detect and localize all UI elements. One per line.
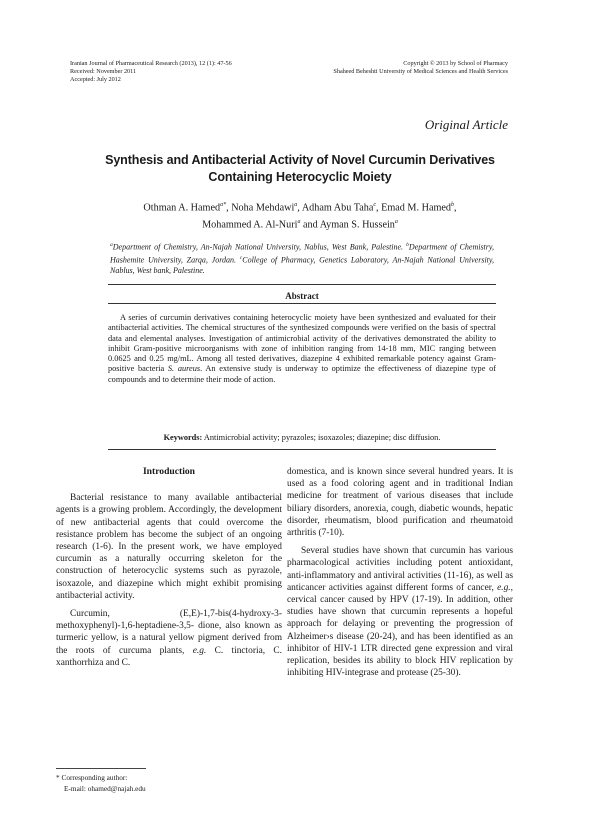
right-column — [287, 466, 513, 685]
author-name: Othman A. Hamed — [143, 202, 221, 214]
affiliation-sup: b — [406, 242, 409, 248]
author-list — [100, 198, 500, 233]
affiliation-text: College of Pharmacy, Genetics Laboratory, An-Najah National University, Nablus, West bank, Palestine. — [110, 255, 494, 276]
affiliation-sup: c — [239, 255, 243, 262]
abstract-part-1: A series of curcumin derivatives containing heterocyclic moiety have been synthesized and evaluated for their antibacterial activities. The chemical structures of the synthesized compounds were verified on the basis of spectral data and elemental analyses. Investigation of antimicrobial activity of the derivatives demonstrated the ability to inhibit Gram-positive microorganisms with zone of inhibition ranging from 14-18 mm, MIC ranging between 0.0625 and 0.25 mg/mL. Among all tested derivatives, diazepine 4 exhibited remarkable potency against Gram-positive bacteria — [108, 313, 496, 374]
organism-name: S. aureus — [167, 364, 201, 374]
author-sup: a* — [220, 202, 227, 208]
affiliation-text: Department of Chemistry, An-Najah National University, Nablus, West Bank, Palestine. — [112, 242, 404, 252]
intro-paragraph-4-eg: e.g. — [497, 582, 511, 593]
footnote — [56, 772, 146, 794]
abstract-part-2: . An extensive study is underway to optimize the effectiveness of diazepine type of compounds and to determine their mode of action. — [108, 364, 496, 384]
abstract-top-rule — [108, 284, 496, 285]
introduction-heading: Introduction — [142, 466, 196, 477]
author-line-2 — [100, 215, 500, 232]
received-date: Received: November 2011 — [70, 68, 137, 75]
authors-and: and — [303, 219, 318, 231]
keywords-bottom-rule — [108, 449, 496, 450]
corresponding-email: E-mail: ohamed@najah.edu — [64, 784, 146, 793]
author-sup: a — [294, 202, 298, 208]
author-sup: b — [451, 202, 455, 208]
intro-paragraph-2-eg: e.g. — [192, 645, 207, 656]
author-line-1: Othman A. Hamed$^{a*}$, Noha Mehdawi$^a$, Adham Abu Taha$^c$, Emad M. Hamed$^b$, — [143, 202, 457, 214]
abstract-heading-rule — [108, 303, 496, 304]
affiliation-sup: a — [110, 242, 113, 248]
affiliations — [110, 240, 494, 277]
article-type: Original Article — [424, 117, 508, 132]
keywords — [108, 433, 496, 442]
corresponding-author-label: * Corresponding author: — [56, 773, 128, 782]
keywords-text: Antimicrobial activity; pyrazoles; isoxazoles; diazepine; disc diffusion. — [203, 433, 441, 442]
title-line-2: Containing Heterocyclic Moiety — [208, 170, 392, 184]
intro-paragraph-2-a: Curcumin, (E,E)-1,7-bis(4-hydroxy-3-methoxyphenyl)-1,6-heptadiene-3,5- dione, also known as turmeric yellow, is a natural yellow pigment derived from the roots of curcuma plants, — [56, 609, 282, 656]
keywords-label: Keywords: — [163, 433, 203, 442]
author-name: Ayman S. Hussein — [319, 219, 395, 231]
author-name: Noha Mehdawi — [231, 202, 295, 214]
intro-paragraph-4-b: , cervical cancer caused by HPV (17-19). In addition, other studies have shown that curcumin represents a hopeful approach for delaying or preventing the progression of Alzheimer›s disease (20-24), and has been identified as an inhibitor of HIV-1 LTR directed gene expression and viral replication, besides its ability to block HIV replication by inhibiting HIV-integrase and protease (25-30). — [287, 582, 513, 679]
author-name: Adham Abu Taha — [301, 202, 374, 214]
author-name: Mohammed A. Al-Nuri — [202, 219, 298, 231]
author-sup: c — [373, 202, 377, 208]
intro-paragraph-3: domestica, and is known since several hundred years. It is used as a food coloring agent and in traditional Indian medicine for treatment of various diseases that include biliary disorders, anorexia, cough, diabetic wounds, hepatic disorder, rheumatism, blood purification and rheumatoid arthritis (7-10). — [287, 467, 513, 539]
abstract-heading: Abstract — [285, 291, 319, 301]
paper-title — [60, 152, 540, 186]
journal-header-right — [248, 60, 508, 76]
intro-paragraph-1: Bacterial resistance to many available antibacterial agents is a growing problem. Accordingly, the development of new antibacterial agents that could overcome the resistance problem has become the subject of an ongoing research (1-6). In the present work, we have employed curcumin as a naturally occurring skeleton for the construction of heterocyclic systems such as pyrazole, isoxazole, and diazepine which might exhibit promising antibacterial activity. — [56, 493, 282, 601]
journal-citation: Iranian Journal of Pharmaceutical Research (2013), 12 (1): 47-56 — [70, 60, 232, 67]
author-sup: a — [297, 219, 301, 226]
intro-paragraph-2-b: C. tinctoria, C. xanthorrhiza and C. — [56, 645, 282, 668]
intro-paragraph-4 — [287, 545, 513, 679]
footnote-rule — [56, 768, 146, 769]
affiliation-text: Department of Chemistry, Hashemite University, Zarqa, Jordan. — [110, 242, 494, 265]
left-column — [56, 466, 282, 675]
copyright-line: Copyright © 2013 by School of Pharmacy — [403, 60, 508, 67]
author-name: Emad M. Hamed — [381, 202, 452, 214]
intro-paragraph-2 — [56, 608, 282, 669]
title-line-1: Synthesis and Antibacterial Activity of Novel Curcumin Derivatives — [105, 153, 495, 167]
publisher-line: Shaheed Beheshti University of Medical Sciences and Health Services — [333, 68, 508, 75]
intro-paragraph-4-a: Several studies have shown that curcumin has various pharmacological activities including potent antioxidant, anti-inflammatory and antiviral activities (11-16), as well as anticancer activities against different forms of cancer, — [287, 546, 513, 593]
author-sup: a — [394, 219, 398, 226]
abstract-text — [108, 313, 496, 385]
accepted-date: Accepted: July 2012 — [70, 76, 121, 83]
